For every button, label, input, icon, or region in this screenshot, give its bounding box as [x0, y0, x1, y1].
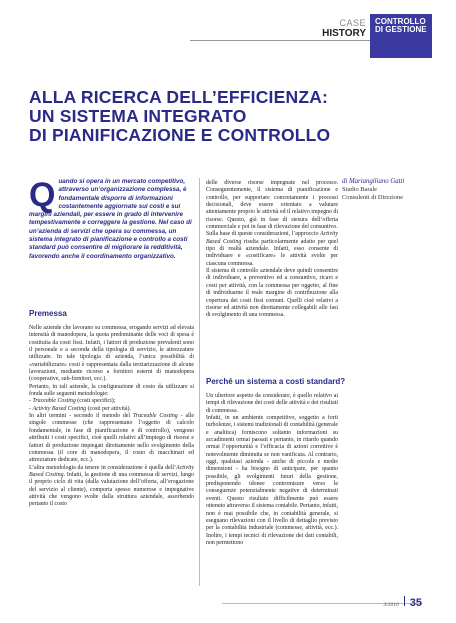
lead-text: uando si opera in un mercato competitivo, attraverso un’organizzazione complessa, è fondamentale disporre di informazioni costantemente aggiornate sui costi e sui margini aziendali, per essere in grado di intervenire tempestivamente e correggere la gestione. Nel caso di un’azienda di servizi che opera su commessa, un sistema integrato di pianificazione e controllo a costi standard può consentire di migliorare la redditività, favorendo anche il coordinamento organizzativo.: [29, 178, 192, 260]
paragraph: Sulla base di queste considerazioni, l’approccio Activity Based Costing risulta particolarmente adatto per quel tipo di realtà aziendale. Infatti, esso consente di individuare e «costificare» le attività svolte per ciascuna commessa.: [206, 231, 339, 267]
drop-cap: Q: [29, 176, 56, 214]
article-title: [29, 88, 429, 145]
paragraph: Pertanto, in tali aziende, la configurazione di costo da utilizzare si fonda sulle seguenti metodologie:: [29, 383, 194, 398]
column-1-body: [29, 325, 194, 509]
heading-premessa: Premessa: [29, 309, 67, 318]
term: Traceable Costing: [32, 398, 76, 405]
term: Activity Based Costing: [206, 231, 338, 245]
section-header: [312, 14, 432, 58]
paragraph: Il sistema di controllo aziendale deve quindi consentire di individuare, a preventivo ed a consuntivo, ricavi e costi per attività, con la commessa per oggetto, al fine di individuarne il reale margine di contribuzione alla copertura dei costi fissi comuni. Quelli cioè relativi a risorse ed attività non direttamente collegabili alle fasi di svolgimento di una commessa.: [206, 268, 338, 319]
section-badge-line1: CONTROLLO: [375, 17, 426, 26]
column-2-body-continued: [206, 393, 338, 547]
term: Traceable Costing: [132, 413, 178, 420]
paragraph: Infatti, in un ambiente competitivo, soggetto a forti turbolenze, i sistemi tradizionali di contabilità (generale e analitica) forniscono soltanto informazioni su accadimenti ormai passati e pertanto, in ritardo quando ormai l’opportunità e l’efficacia di azioni correttive è notevolmente diminuita se non vanificata. Al contrario, oggi, qualsiasi azienda - anche di piccole e medie dimensioni - ha bisogno di anticipare, per quanto possibile, gli svolgimenti futuri della gestione, predisponendo idonee contromisure verso le conseguenze potenzialmente negative di determinati eventi. Questo risultato difficilmente può essere ottenuto attraverso il sistema contabile. Pertanto, infatti, non è mai possibile che, in contabilità generale, si eseguano rilevazioni con il livello di dettaglio previsto per la contabilità industriale (commesse, attività, ecc.). Inoltre, i tempi tecnici di rilevazione dei dati contabili, non permettono: [206, 415, 339, 546]
section-badge: [370, 14, 432, 58]
header-rule: [190, 40, 370, 41]
lead-paragraph: [29, 178, 193, 261]
column-2-body: [206, 180, 338, 320]
heading-costi-standard: Perché un sistema a costi standard?: [206, 377, 346, 386]
term: Activity Based Costing: [29, 464, 194, 478]
list-item: - Traceable Costing (costi specifici);: [29, 398, 116, 405]
title-line-1: ALLA RICERCA DELL’EFFICIENZA:: [29, 87, 329, 107]
title-line-3: DI PIANIFICAZIONE E CONTROLLO: [29, 125, 331, 145]
column-divider: [199, 178, 200, 586]
author-affiliation-2: Consulenti di Direzione: [342, 194, 404, 201]
case-label: CASE: [339, 18, 366, 28]
term: Activity Based Costing: [32, 405, 87, 412]
section-badge-line2: DI GESTIONE: [375, 25, 427, 35]
paragraph: Nelle aziende che lavorano su commessa, erogando servizi ad elevata intensità di manodopera, la quota predominante delle voci di spesa è costituita da costi fissi. Infatti, i fattori di produzione prevalenti sono il personale e a seconda della tipologia di servizio, le attrezzature utilizzate. In tale tipologia di azienda, l’unica possibilità di «variabilizzare» costi è rappresentata dalla terziarizzazione di alcune lavorazioni, mediante ricorso a fornitori esterni di manodopera (cooperative, sub-fornitori, ecc.).: [29, 325, 194, 383]
author-name: di Mariangiliano Gatti: [342, 178, 405, 185]
paragraph: Un ulteriore aspetto da considerare, è quello relativo ai tempi di rilevazione dei costi delle attività e dei risultati di commessa.: [206, 393, 338, 414]
footer-separator: [404, 596, 405, 606]
issue-number: 3/2010: [383, 602, 399, 608]
list-item: - Activity Based Costing (costi per attività).: [29, 405, 131, 412]
page-footer: [383, 596, 422, 609]
history-label: HISTORY: [322, 28, 366, 39]
author-byline: [342, 178, 452, 202]
paragraph: In altri termini - secondo il metodo del Traceable Costing - alle singole commesse (che rappresentano l’oggetto di calcolo fondamentale, in fase di pianificazione e di controllo), vengono attribuiti i costi specifici, cioè quelli relativi all’impiego di risorse e fattori di produzione impiegati direttamente nello svolgimento della commessa (il core di manodopera, il costo di macchinari ed attrezzature dedicate, ecc.).: [29, 413, 194, 464]
paragraph: L’altra metodologia da tenere in considerazione è quella dell’Activity Based Costing. Infatti, la gestione di una commessa di servizi, lungo il proprio ciclo di vita (dalla valutazione dell’offerta, all’erogazione del servizio al cliente), comporta spesso numerose e impegnative attività che vengono svolte dalla struttura aziendale, assorbendo pertanto il costo: [29, 464, 194, 508]
title-line-2: UN SISTEMA INTEGRATO: [29, 106, 247, 126]
page-number: 35: [409, 597, 422, 609]
case-history-label: [312, 14, 370, 58]
author-affiliation-1: Studio Barale: [342, 186, 377, 193]
paragraph: delle diverse risorse impegnate nel processo. Conseguentemente, il sistema di pianificazione e controllo, per supportare concretamente i processi decisionali, deve essere orientato a valutare attentamente proprio le attività ed il relativo impegno di risorse. Questo, già in fase di stesura dell’offerta commerciale e poi in fase di rilevazione del consuntivo.: [206, 180, 338, 231]
